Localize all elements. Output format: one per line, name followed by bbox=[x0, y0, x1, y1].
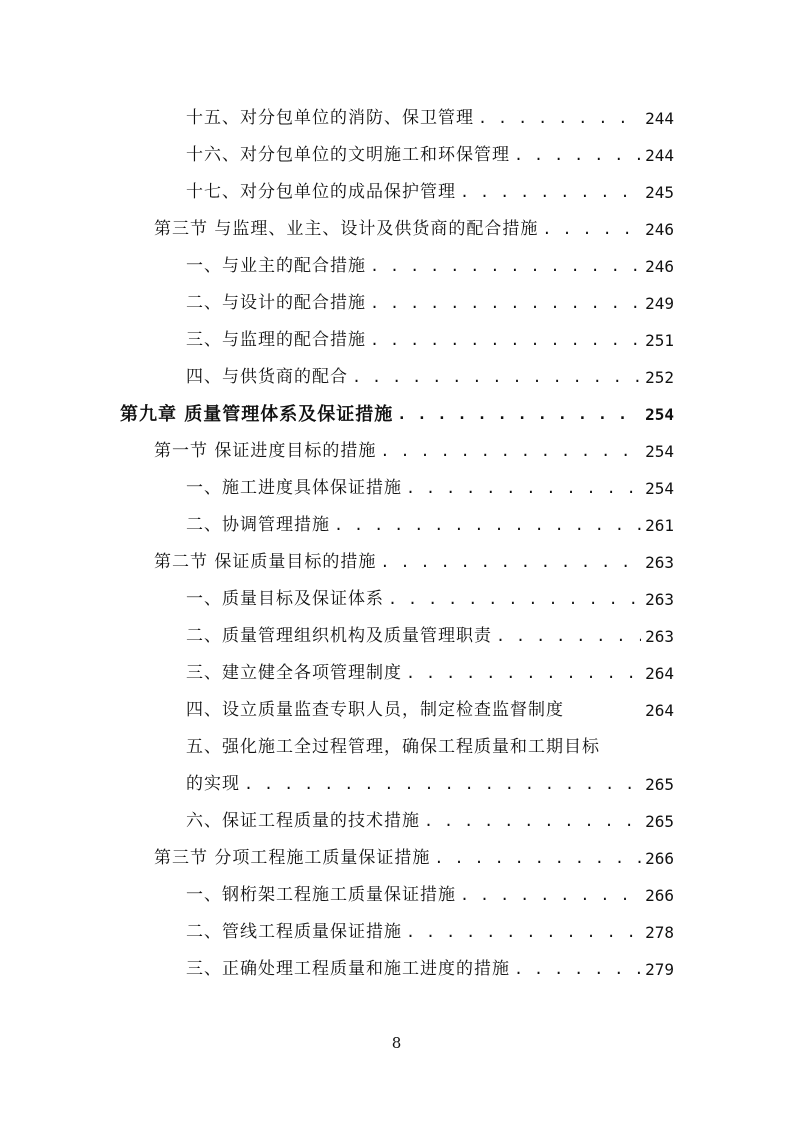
leader-dots bbox=[460, 877, 641, 914]
leader-dots bbox=[334, 507, 641, 544]
toc-entry[interactable] bbox=[186, 322, 674, 359]
leader-dots bbox=[406, 655, 641, 692]
toc-entry-page: 263 bbox=[645, 627, 674, 646]
toc-entry[interactable] bbox=[186, 174, 674, 211]
toc-entry-wrapped-line[interactable] bbox=[186, 729, 674, 766]
toc-entry-page: 251 bbox=[645, 331, 674, 350]
toc-entry-title: 一、施工进度具体保证措施 bbox=[186, 478, 402, 498]
toc-entry-page: 264 bbox=[645, 664, 674, 683]
toc-entry[interactable] bbox=[186, 470, 674, 507]
leader-dots bbox=[514, 137, 641, 174]
leader-dots bbox=[424, 803, 641, 840]
toc-entry-page: 254 bbox=[645, 405, 674, 424]
toc-entry-title: 六、保证工程质量的技术措施 bbox=[186, 811, 420, 831]
toc-entry[interactable] bbox=[186, 100, 674, 137]
leader-dots bbox=[380, 544, 641, 581]
toc-section-entry[interactable] bbox=[154, 211, 674, 248]
toc-entry-title: 一、钢桁架工程施工质量保证措施 bbox=[186, 885, 456, 905]
toc-entry-title: 十五、对分包单位的消防、保卫管理 bbox=[186, 108, 474, 128]
toc-entry-title: 第二节 保证质量目标的措施 bbox=[154, 552, 377, 572]
toc-entry-title: 三、正确处理工程质量和施工进度的措施 bbox=[186, 959, 510, 979]
toc-entry-page: 266 bbox=[645, 886, 674, 905]
toc-entry-title: 第九章 质量管理体系及保证措施 bbox=[120, 404, 394, 425]
leader-dots bbox=[244, 766, 641, 803]
toc-entry[interactable] bbox=[186, 285, 674, 322]
toc-entry-page: 244 bbox=[645, 146, 674, 165]
toc-entry[interactable] bbox=[186, 359, 674, 396]
toc-entry-title: 二、管线工程质量保证措施 bbox=[186, 922, 402, 942]
toc-entry-title: 一、与业主的配合措施 bbox=[186, 256, 366, 276]
toc-entry-page: 246 bbox=[645, 257, 674, 276]
leader-dots bbox=[496, 618, 641, 655]
toc-entry[interactable] bbox=[186, 581, 674, 618]
toc-entry[interactable] bbox=[186, 877, 674, 914]
toc-entry-title: 五、强化施工全过程管理，确保工程质量和工期目标 bbox=[186, 737, 600, 757]
leader-dots bbox=[370, 248, 641, 285]
toc-entry-title: 三、与监理的配合措施 bbox=[186, 330, 366, 350]
toc-entry-page: 264 bbox=[645, 701, 674, 720]
toc-entry-page: 266 bbox=[645, 849, 674, 868]
toc-entry-title: 二、与设计的配合措施 bbox=[186, 293, 366, 313]
leader-dots bbox=[380, 433, 641, 470]
toc-entry-page: 279 bbox=[645, 960, 674, 979]
leader-dots bbox=[397, 396, 641, 433]
toc-entry-title: 一、质量目标及保证体系 bbox=[186, 589, 384, 609]
toc-chapter-entry[interactable] bbox=[120, 396, 674, 433]
toc-entry[interactable] bbox=[186, 655, 674, 692]
toc-entry[interactable] bbox=[186, 951, 674, 988]
toc-entry[interactable] bbox=[186, 137, 674, 174]
toc-entry[interactable] bbox=[186, 914, 674, 951]
toc-entry-page: 263 bbox=[645, 590, 674, 609]
leader-dots bbox=[370, 322, 641, 359]
page-number: 8 bbox=[391, 1034, 402, 1052]
leader-dots bbox=[542, 211, 641, 248]
toc-entry-title: 的实现 bbox=[186, 774, 240, 794]
leader-dots bbox=[406, 470, 641, 507]
toc-entry-page: 244 bbox=[645, 109, 674, 128]
toc-entry-title: 四、设立质量监查专职人员，制定检查监督制度 bbox=[186, 700, 564, 720]
leader-dots bbox=[406, 914, 641, 951]
toc-entry[interactable] bbox=[186, 803, 674, 840]
toc-entry-title: 十六、对分包单位的文明施工和环保管理 bbox=[186, 145, 510, 165]
toc-entry[interactable] bbox=[186, 692, 674, 729]
toc-entry-title: 四、与供货商的配合 bbox=[186, 367, 348, 387]
toc-entry-title: 二、协调管理措施 bbox=[186, 515, 330, 535]
toc-section-entry[interactable] bbox=[154, 840, 674, 877]
leader-dots bbox=[434, 840, 641, 877]
toc-entry-page: 261 bbox=[645, 516, 674, 535]
leader-dots bbox=[514, 951, 641, 988]
leader-dots bbox=[352, 359, 641, 396]
toc-entry-page: 249 bbox=[645, 294, 674, 313]
toc-entry-page: 265 bbox=[645, 775, 674, 794]
toc-entry[interactable] bbox=[186, 507, 674, 544]
toc-entry-title: 二、质量管理组织机构及质量管理职责 bbox=[186, 626, 492, 646]
toc-entry-title: 十七、对分包单位的成品保护管理 bbox=[186, 182, 456, 202]
toc-entry-page: 278 bbox=[645, 923, 674, 942]
toc-entry-title: 第三节 分项工程施工质量保证措施 bbox=[154, 848, 431, 868]
toc-entry-continuation[interactable] bbox=[186, 766, 674, 803]
toc-entry[interactable] bbox=[186, 248, 674, 285]
toc-section-entry[interactable] bbox=[154, 433, 674, 470]
leader-dots bbox=[370, 285, 641, 322]
toc-entry-title: 第一节 保证进度目标的措施 bbox=[154, 441, 377, 461]
toc-entry-page: 263 bbox=[645, 553, 674, 572]
toc-entry[interactable] bbox=[186, 618, 674, 655]
toc-entry-page: 245 bbox=[645, 183, 674, 202]
toc-section-entry[interactable] bbox=[154, 544, 674, 581]
toc-entry-page: 254 bbox=[645, 442, 674, 461]
leader-dots bbox=[460, 174, 641, 211]
toc-entry-page: 246 bbox=[645, 220, 674, 239]
leader-dots bbox=[388, 581, 641, 618]
toc-entry-title: 三、建立健全各项管理制度 bbox=[186, 663, 402, 683]
toc-entry-page: 252 bbox=[645, 368, 674, 387]
toc-entry-page: 254 bbox=[645, 479, 674, 498]
toc-entry-title: 第三节 与监理、业主、设计及供货商的配合措施 bbox=[154, 219, 539, 239]
toc-entry-page: 265 bbox=[645, 812, 674, 831]
leader-dots bbox=[478, 100, 641, 137]
